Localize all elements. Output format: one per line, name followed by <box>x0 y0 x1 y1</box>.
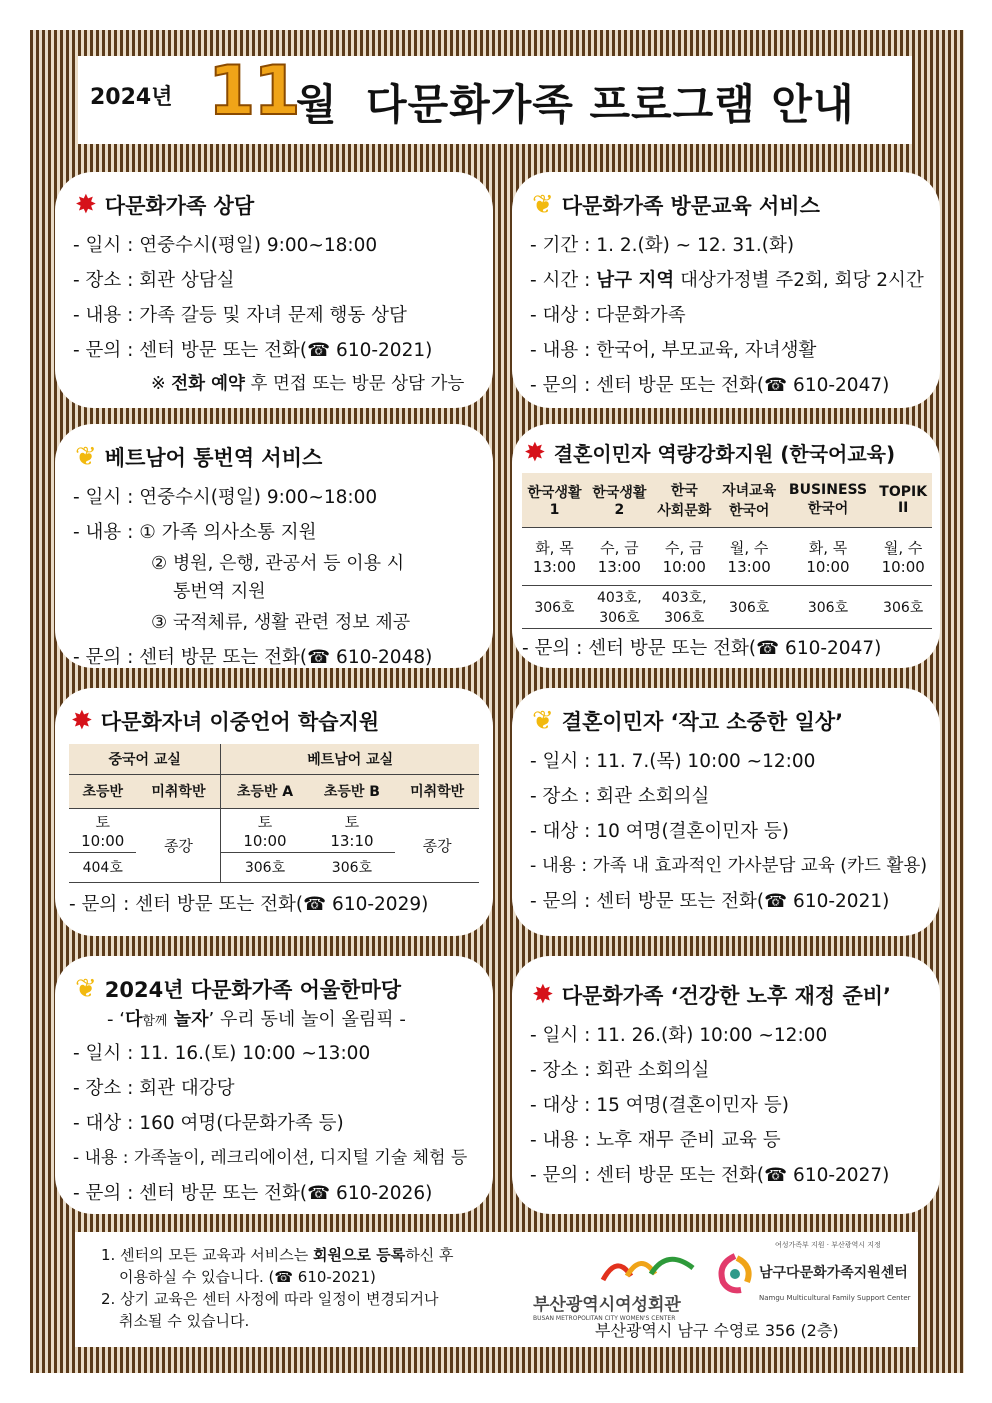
interp-row: - 내용 : ① 가족 의사소통 지원 <box>73 522 317 543</box>
table-cell: 404호 <box>69 852 136 882</box>
table-cell: 종강 <box>395 808 479 882</box>
korean-schedule-table <box>522 473 932 629</box>
table-cell: 403호, 306호 <box>652 585 717 628</box>
namgu-center-name: 남구다문화가족지원센터 <box>759 1265 908 1281</box>
table-header: 한국생활 2 <box>587 473 652 527</box>
interp-card <box>55 424 493 668</box>
festival-row: - 대상 : 160 여명(다문화가족 등) <box>73 1113 344 1134</box>
footer <box>75 1232 918 1347</box>
table-cell: 토 10:00 <box>69 808 136 852</box>
interp-item: ② 병원, 은행, 관공서 등 이용 시 <box>151 553 405 574</box>
table-header: TOPIK II <box>874 473 932 527</box>
bilingual-table <box>69 744 479 883</box>
counsel-row: - 문의 : 센터 방문 또는 전화(☎ 610-2021) <box>73 340 433 361</box>
table-header: 초등반 B <box>309 774 396 808</box>
festival-row: - 내용 : 가족놀이, 레크리에이션, 디지털 기술 체험 등 <box>73 1148 468 1168</box>
finance-row: - 내용 : 노후 재무 준비 교육 등 <box>530 1130 781 1151</box>
finance-title: 다문화가족 ‘건강한 노후 재정 준비’ <box>561 984 891 1008</box>
korean-contact: - 문의 : 센터 방문 또는 전화(☎ 610-2047) <box>522 637 882 659</box>
footer-note: 1. 센터의 모든 교육과 서비스는 회원으로 등록하신 후 <box>101 1246 454 1264</box>
footer-note: 취소될 수 있습니다. <box>119 1312 250 1330</box>
maple-leaf-icon: ✸ <box>75 190 97 220</box>
visit-title: 다문화가족 방문교육 서비스 <box>561 194 820 218</box>
finance-row: - 문의 : 센터 방문 또는 전화(☎ 610-2027) <box>530 1165 890 1186</box>
table-header: 초등반 A <box>221 774 309 808</box>
table-cell: 월, 수 10:00 <box>874 527 932 585</box>
finance-row: - 장소 : 회관 소회의실 <box>530 1060 710 1081</box>
ginkgo-leaf-icon: ❦ <box>532 706 554 736</box>
table-cell: 403호, 306호 <box>587 585 652 628</box>
daily-title: 결혼이민자 ‘작고 소중한 일상’ <box>561 710 844 734</box>
table-cell: 토 10:00 <box>221 808 309 852</box>
title-month-suffix: 월 <box>296 80 337 129</box>
bilingual-contact: - 문의 : 센터 방문 또는 전화(☎ 610-2029) <box>69 893 429 915</box>
korean-title: 결혼이민자 역량강화지원 (한국어교육) <box>553 442 896 466</box>
womens-center-logo-mark <box>533 1246 703 1286</box>
finance-row: - 일시 : 11. 26.(화) 10:00 ~12:00 <box>530 1025 828 1046</box>
daily-row: - 대상 : 10 여명(결혼이민자 등) <box>530 821 789 842</box>
visit-row: - 대상 : 다문화가족 <box>530 305 686 326</box>
ginkgo-leaf-icon: ❦ <box>75 974 97 1004</box>
festival-subtitle: - ‘다함께 놀자’ 우리 동네 놀이 올림픽 - <box>107 1009 406 1030</box>
festival-row: - 장소 : 회관 대강당 <box>73 1078 235 1099</box>
counsel-note: ※ 전화 예약 후 면접 또는 방문 상담 가능 <box>151 374 465 394</box>
counsel-title: 다문화가족 상담 <box>104 194 255 218</box>
counsel-row: - 일시 : 연중수시(평일) 9:00~18:00 <box>73 235 378 256</box>
daily-row: - 일시 : 11. 7.(목) 10:00 ~12:00 <box>530 751 816 772</box>
ginkgo-leaf-icon: ❦ <box>532 190 554 220</box>
namgu-center-supporter: 여성가족부 지원 · 부산광역시 지정 <box>775 1241 881 1249</box>
counsel-row: - 장소 : 회관 상담실 <box>73 270 235 291</box>
table-cell: 화, 목 13:00 <box>522 527 587 585</box>
visit-row: - 문의 : 센터 방문 또는 전화(☎ 610-2047) <box>530 375 890 396</box>
footer-note: 이용하실 수 있습니다. (☎ 610-2021) <box>119 1268 376 1286</box>
table-header: BUSINESS 한국어 <box>782 473 875 527</box>
interp-item: 통번역 지원 <box>173 581 266 602</box>
finance-row: - 대상 : 15 여명(결혼이민자 등) <box>530 1095 789 1116</box>
table-header: 초등반 <box>69 774 136 808</box>
table-cell: 종강 <box>136 808 220 882</box>
table-cell: 월, 수 13:00 <box>717 527 782 585</box>
womens-center-name: 부산광역시여성회관 <box>533 1295 681 1315</box>
center-address: 부산광역시 남구 수영로 356 (2층) <box>595 1321 839 1340</box>
title-month-number: 11 <box>208 52 299 131</box>
interp-title: 베트남어 통번역 서비스 <box>104 446 323 470</box>
table-cell: 306호 <box>782 585 875 628</box>
table-header: 미취학반 <box>136 774 220 808</box>
maple-leaf-icon: ✸ <box>524 437 546 468</box>
visit-row: - 기간 : 1. 2.(화) ~ 12. 31.(화) <box>530 235 795 256</box>
daily-card <box>512 688 940 936</box>
table-cell: 토 13:10 <box>309 808 396 852</box>
table-cell: 수, 금 10:00 <box>652 527 717 585</box>
table-header: 중국어 교실 <box>69 744 221 774</box>
table-header: 미취학반 <box>395 774 479 808</box>
title-main: 다문화가족 프로그램 안내 <box>366 80 855 129</box>
namgu-center-name-en: Namgu Multicultural Family Support Center <box>759 1294 911 1302</box>
table-cell: 화, 목 10:00 <box>782 527 875 585</box>
table-cell: 306호 <box>221 852 309 882</box>
festival-title: 2024년 다문화가족 어울한마당 <box>104 978 402 1002</box>
maple-leaf-icon: ✸ <box>532 980 554 1010</box>
womens-center-name-en: BUSAN METROPOLITAN CITY WOMEN'S CENTER <box>533 1315 676 1322</box>
namgu-center-logo <box>715 1240 915 1320</box>
visit-time-row: - 시간 : 남구 지역 대상가정별 주2회, 회당 2시간 <box>530 270 924 291</box>
table-cell: 306호 <box>309 852 396 882</box>
visit-card <box>512 172 940 408</box>
table-header: 자녀교육 한국어 <box>717 473 782 527</box>
festival-row: - 일시 : 11. 16.(토) 10:00 ~13:00 <box>73 1043 371 1064</box>
page-title <box>78 52 912 144</box>
daily-row: - 장소 : 회관 소회의실 <box>530 786 710 807</box>
footer-note: 2. 상기 교육은 센터 사정에 따라 일정이 변경되거나 <box>101 1290 439 1308</box>
title-year: 2024년 <box>90 85 173 110</box>
counsel-card <box>55 172 493 408</box>
interp-row: - 일시 : 연중수시(평일) 9:00~18:00 <box>73 487 378 508</box>
table-header: 베트남어 교실 <box>221 744 479 774</box>
bilingual-card <box>55 688 493 936</box>
visit-row: - 내용 : 한국어, 부모교육, 자녀생활 <box>530 340 817 361</box>
korean-card <box>512 424 940 668</box>
interp-contact: - 문의 : 센터 방문 또는 전화(☎ 610-2048) <box>73 647 433 668</box>
womens-center-logo <box>533 1246 703 1326</box>
bilingual-title: 다문화자녀 이중언어 학습지원 <box>100 710 380 734</box>
ginkgo-leaf-icon: ❦ <box>75 442 97 472</box>
table-header: 한국생활 1 <box>522 473 587 527</box>
daily-row: - 문의 : 센터 방문 또는 전화(☎ 610-2021) <box>530 891 890 912</box>
festival-card <box>55 956 493 1214</box>
table-cell: 306호 <box>522 585 587 628</box>
table-cell: 수, 금 13:00 <box>587 527 652 585</box>
footer-notes <box>101 1244 453 1332</box>
finance-card <box>512 956 940 1214</box>
namgu-center-logo-mark <box>715 1250 755 1294</box>
daily-row: - 내용 : 가족 내 효과적인 가사분담 교육 (카드 활용) <box>530 856 928 876</box>
interp-item: ③ 국적체류, 생활 관련 정보 제공 <box>151 612 411 633</box>
table-cell: 306호 <box>717 585 782 628</box>
table-cell: 306호 <box>874 585 932 628</box>
maple-leaf-icon: ✸ <box>71 706 93 736</box>
table-header: 한국 사회문화 <box>652 473 717 527</box>
counsel-row: - 내용 : 가족 갈등 및 자녀 문제 행동 상담 <box>73 305 407 326</box>
festival-row: - 문의 : 센터 방문 또는 전화(☎ 610-2026) <box>73 1183 433 1204</box>
